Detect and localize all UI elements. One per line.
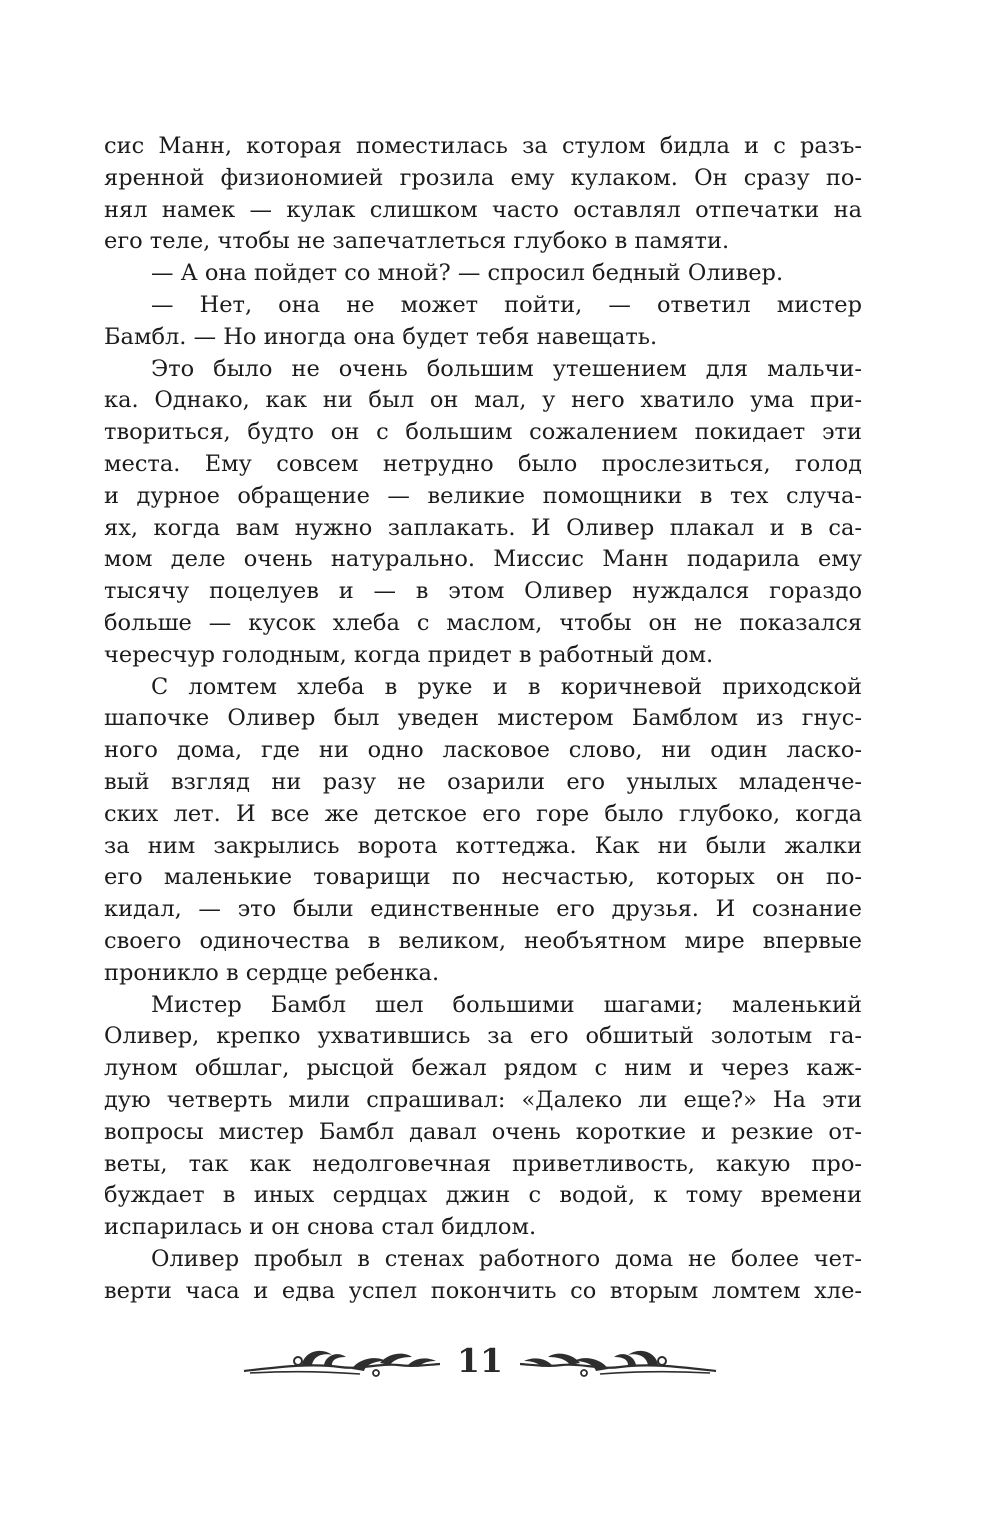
text-line: тысячу поцелуев и — в этом Оливер нуждался гораздо: [104, 578, 862, 605]
text-line: Это было не очень большим утешением для мальчи-: [151, 355, 862, 382]
text-line: больше — кусок хлеба с маслом, чтобы он не показался: [104, 609, 862, 636]
text-line: за ним закрылись ворота коттеджа. Как ни были жалки: [104, 832, 862, 859]
text-line: ях, когда вам нужно заплакать. И Оливер плакал и в са-: [104, 514, 862, 541]
text-line: — Нет, она не может пойти, — ответил мистер: [151, 291, 862, 318]
flourish-right-icon: [515, 1341, 720, 1381]
text-line: Мистер Бамбл шел большими шагами; маленький: [151, 991, 862, 1018]
text-line: и дурное обращение — великие помощники в тех случа-: [104, 482, 862, 509]
text-line: Бамбл. — Но иногда она будет тебя навещать.: [104, 323, 658, 350]
text-line: кидал, — это были единственные его друзья. И сознание: [104, 896, 862, 923]
text-line: вопросы мистер Бамбл давал очень короткие и резкие от-: [104, 1118, 862, 1145]
text-line: — А она пойдет со мной? — спросил бедный Оливер.: [151, 260, 784, 287]
text-line: ских лет. И все же детское его горе было глубоко, когда: [104, 800, 862, 827]
text-line: места. Ему совсем нетрудно было прослезиться, голод: [104, 450, 862, 477]
text-line: ка. Однако, как ни был он мал, у него хватило ума при-: [104, 387, 862, 414]
text-line: ного дома, где ни одно ласковое слово, ни один ласко-: [104, 737, 862, 764]
text-line: нял намек — кулак слишком часто оставлял отпечатки на: [104, 196, 862, 223]
text-line: испарилась и он снова стал бидлом.: [104, 1214, 537, 1241]
flourish-left-icon: [240, 1341, 445, 1381]
text-line: шапочке Оливер был уведен мистером Бамблом из гнус-: [104, 705, 862, 732]
page-footer: [240, 1335, 720, 1387]
text-line: Оливер пробыл в стенах работного дома не более чет-: [151, 1245, 862, 1272]
text-line: чересчур голодным, когда придет в работный дом.: [104, 641, 714, 668]
page-number: 11: [457, 1341, 503, 1380]
text-line: яренной физиономией грозила ему кулаком. Он сразу по-: [104, 164, 862, 191]
text-line: веты, так как недолговечная приветливость, какую про-: [104, 1150, 862, 1177]
text-line: проникло в сердце ребенка.: [104, 959, 440, 986]
text-line: Оливер, крепко ухватившись за его обшитый золотым га-: [104, 1023, 862, 1050]
text-line: вый взгляд ни разу не озарили его унылых младенче-: [104, 768, 862, 795]
text-line: его теле, чтобы не запечатлеться глубоко в памяти.: [104, 228, 730, 255]
text-line: луном обшлаг, рысцой бежал рядом с ним и через каж-: [104, 1055, 862, 1082]
text-line: сис Манн, которая поместилась за стулом бидла и с разъ-: [104, 133, 862, 159]
text-line: твориться, будто он с большим сожалением покидает эти: [104, 419, 862, 446]
text-line: мом деле очень натурально. Миссис Манн подарила ему: [104, 546, 862, 573]
text-line: его маленькие товарищи по несчастью, которых он по-: [104, 864, 862, 891]
text-line: С ломтем хлеба в руке и в коричневой приходской: [151, 673, 862, 700]
text-line: своего одиночества в великом, необъятном мире впервые: [104, 927, 862, 954]
text-line: буждает в иных сердцах джин с водой, к тому времени: [104, 1182, 862, 1209]
text-line: верти часа и едва успел покончить со вторым ломтем хле-: [104, 1277, 862, 1304]
text-line: дую четверть мили спрашивал: «Далеко ли еще?» На эти: [104, 1086, 862, 1113]
body-text: [104, 131, 862, 1307]
